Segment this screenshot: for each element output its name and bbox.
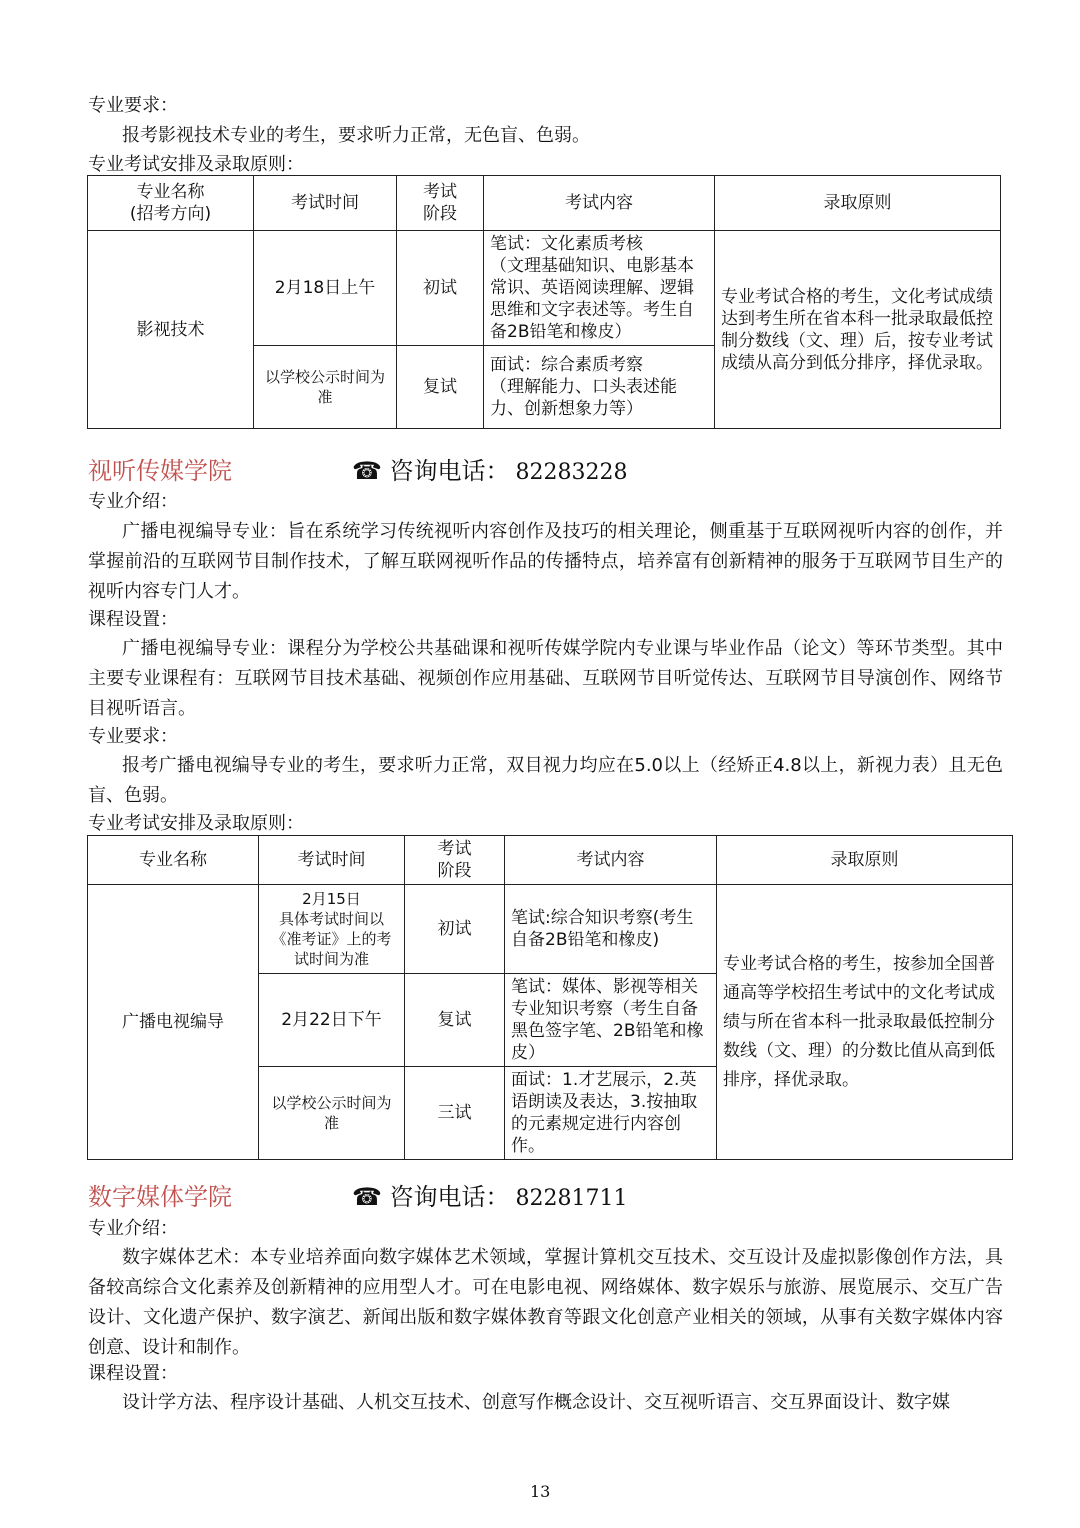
intro-text: 数字媒体艺术：本专业培养面向数字媒体艺术领域，掌握计算机交互技术、交互设计及虚拟影像创作方法，具备较高综合文化素养及创新精神的应用型人才。可在电影电视、网络媒体、数字娱乐与旅游、展览展示、交互广告设计、文化遗产保护、数字演艺、新闻出版和数字媒体教育等跟文化创意产业相关的领域，从事有关数字媒体内容创意、设计和制作。 <box>88 1247 1003 1358</box>
content-cell: 笔试:综合知识考察(考生自备2B铅笔和橡皮) <box>505 885 717 974</box>
content-cell: 面试：1.才艺展示，2.英语朗读及表达，3.按抽取的元素规定进行内容创作。 <box>505 1067 717 1160</box>
exam-table-2 <box>87 835 1013 1160</box>
th-rule: 录取原则 <box>717 836 1013 885</box>
th-time: 考试时间 <box>254 176 397 231</box>
tel-number: 82283228 <box>515 460 628 485</box>
th-rule: 录取原则 <box>715 176 1001 231</box>
college-title: 视听传媒学院 <box>88 457 232 485</box>
req-text: 报考广播电视编导专业的考生，要求听力正常，双目视力均应在5.0以上（经矫正4.8以上，新视力表）且无色盲、色弱。 <box>88 755 1003 806</box>
th-stage: 考试 阶段 <box>405 836 505 885</box>
course-text: 广播电视编导专业：课程分为学校公共基础课和视听传媒学院内专业课与毕业作品（论文）等环节类型。其中主要专业课程有：互联网节目技术基础、视频创作应用基础、互联网节目听觉传达、互联网节目导演创作、网络节目视听语言。 <box>88 638 1003 719</box>
th-content: 考试内容 <box>505 836 717 885</box>
time-cell: 以学校公示时间为准 <box>254 346 397 429</box>
phone-icon: ☎ <box>352 1183 382 1211</box>
stage-cell: 复试 <box>397 346 484 429</box>
time-cell: 2月22日下午 <box>259 974 405 1067</box>
time-cell: 2月15日 具体考试时间以《准考证》上的考试时间为准 <box>259 885 405 974</box>
time-cell: 2月18日上午 <box>254 231 397 346</box>
intro-text: 广播电视编导专业：旨在系统学习传统视听内容创作及技巧的相关理论，侧重基于互联网视听内容的创作，并掌握前沿的互联网节目制作技术，了解互联网视听作品的传播特点，培养富有创新精神的服务于互联网节目生产的视听内容专门人才。 <box>88 521 1003 602</box>
consult-phone <box>352 1181 628 1215</box>
exam-title-1: 专业考试安排及录取原则： <box>88 154 304 175</box>
phone-icon: ☎ <box>352 457 382 485</box>
th-content: 考试内容 <box>484 176 715 231</box>
intro-title: 专业介绍： <box>88 1218 178 1239</box>
course-text: 设计学方法、程序设计基础、人机交互技术、创意写作概念设计、交互视听语言、交互界面设计、数字媒 <box>122 1392 950 1413</box>
rule-cell: 专业考试合格的考生，按参加全国普通高等学校招生考试中的文化考试成绩与所在省本科一批录取最低控制分数线（文、理）的分数比值从高到低排序，择优录取。 <box>717 885 1013 1160</box>
course-title: 课程设置： <box>88 1363 178 1384</box>
content-cell: 笔试：媒体、影视等相关专业知识考察（考生自备黑色签字笔、2B铅笔和橡皮） <box>505 974 717 1067</box>
tel-number: 82281711 <box>515 1186 628 1211</box>
exam-table-1 <box>87 175 1001 429</box>
req-title: 专业要求： <box>88 726 178 747</box>
major-cell: 影视技术 <box>88 231 254 429</box>
time-cell: 以学校公示时间为准 <box>259 1067 405 1160</box>
th-time: 考试时间 <box>259 836 405 885</box>
tel-label: 咨询电话： <box>389 1183 510 1211</box>
stage-cell: 复试 <box>405 974 505 1067</box>
th-stage: 考试 阶段 <box>397 176 484 231</box>
major-cell: 广播电视编导 <box>88 885 259 1160</box>
content-cell: 笔试：文化素质考核 （文理基础知识、电影基本常识、英语阅读理解、逻辑思维和文字表述等。考生自备2B铅笔和橡皮） <box>484 231 715 346</box>
stage-cell: 初试 <box>397 231 484 346</box>
stage-cell: 三试 <box>405 1067 505 1160</box>
th-major: 专业名称 (招考方向) <box>88 176 254 231</box>
intro-title: 专业介绍： <box>88 491 178 512</box>
exam-title: 专业考试安排及录取原则： <box>88 813 304 834</box>
content-cell: 面试：综合素质考察 （理解能力、口头表述能力、创新想象力等） <box>484 346 715 429</box>
consult-phone <box>352 455 628 489</box>
course-title: 课程设置： <box>88 609 178 630</box>
page-number: 13 <box>530 1482 551 1501</box>
req-text-1: 报考影视技术专业的考生，要求听力正常，无色盲、色弱。 <box>122 125 590 146</box>
th-major: 专业名称 <box>88 836 259 885</box>
tel-label: 咨询电话： <box>389 457 510 485</box>
stage-cell: 初试 <box>405 885 505 974</box>
req-title-1: 专业要求： <box>88 95 178 116</box>
rule-cell: 专业考试合格的考生，文化考试成绩达到考生所在省本科一批录取最低控制分数线（文、理）后，按专业考试成绩从高分到低分排序，择优录取。 <box>715 231 1001 429</box>
college-title: 数字媒体学院 <box>88 1183 232 1211</box>
